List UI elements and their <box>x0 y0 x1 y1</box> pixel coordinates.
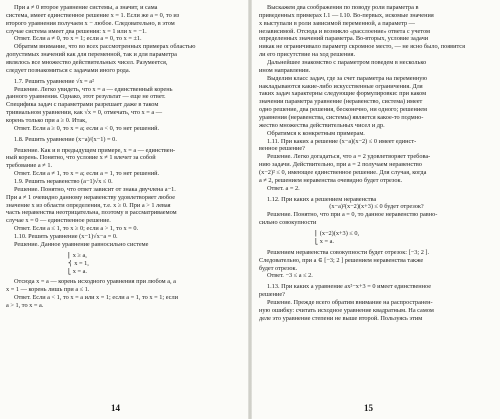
right-page-text <box>259 4 494 323</box>
system-line: ⎡ x ≥ a, <box>68 251 87 259</box>
text-line: a > 1, то x = a. <box>6 301 44 309</box>
text-line: никак не ограничивало параметр скромное место, — не ясно было, появится <box>259 43 465 51</box>
text-line: При a ≠ 1 очевидно данному неравенству удовлетворяет любое <box>6 193 176 201</box>
text-line: данного уравнения. Однако, этот результат — еще не ответ. <box>6 93 166 101</box>
problem-heading: 1.8. Решить уравнение (x−a)/(x−1) = 0. <box>14 135 117 143</box>
text-line: Специфика задач с параметрами разрешает даже в таком <box>6 101 159 109</box>
problem-heading: 1.9. Решить неравенство (a−1)√x ≤ 0. <box>14 178 113 186</box>
system-line: ⎣ x = a. <box>315 237 334 245</box>
text-line: система, имеет единственное решение x = 1. Если же a = 0, то из <box>6 11 180 19</box>
page-number: 14 <box>111 403 120 413</box>
system-line: ⎨ x = 1, <box>68 259 89 267</box>
text-line: определенных значений параметра. Во-вторых, условие задачи <box>259 35 429 43</box>
problem-heading: 1.10. Решить уравнение (x−1)√x−a = 0. <box>14 233 118 241</box>
answer-line: Ответ. −3 ≤ a ≤ 2. <box>267 272 313 280</box>
text-line: будет отрезок. <box>259 264 298 272</box>
left-page <box>0 0 248 419</box>
solution-line: Решение. Понятно, что ответ зависит от знака двучлена a−1. <box>14 185 176 193</box>
text-line: допустимых значений как для переменной, так и для параметра <box>6 51 177 59</box>
answer-line: Ответ. a = 2. <box>267 184 300 192</box>
text-line: Следовательно, при a ∈ [−3; 2 ] решением неравенства также <box>259 256 424 264</box>
text-line: корень только при a ≥ 0. Итак, <box>6 117 87 125</box>
text-line: x выступали в роли зависимой переменной, а параметр — <box>259 19 415 27</box>
answer-line: Ответ. Если a ≠ 0, то x = 1; если a = 0, то x = ±1. <box>14 35 142 43</box>
solution-line: Решение. Прежде всего обратим внимание на распространен- <box>267 298 433 306</box>
text-line: a ≠ 2, решением неравенства очевидно будет отрезок. <box>259 176 403 184</box>
problem-heading: 1.7. Решить уравнение √x = a² <box>14 77 94 85</box>
text-line: уравнения (неравенства, системы) является какое-то подмно- <box>259 114 424 122</box>
answer-line: Ответ. Если a ≠ 1, то x = a; если a = 1, то нет решений. <box>14 170 160 178</box>
text-line: нию задачи. Действительно, при a = 2 получаем неравенство <box>259 161 422 169</box>
solution-line: Решение. Понятно, что при a = 0, то данное неравенство равно- <box>267 211 438 219</box>
text-line: значение x из области определения, т.е. x ≥ 0. При a > 1 левая <box>6 201 171 209</box>
text-line: Обратимся к конкретным примерам. <box>267 129 365 137</box>
text-line: Решением неравенства совокупности будет отрезок: [−3; 2 ]. <box>267 248 430 256</box>
problem-heading: 1.11. При каких a решение (x−a)(x−2) ≤ 0 имеет единст- <box>267 137 417 145</box>
text-line: случае система имеет два решения: x = 1 или x = −1. <box>6 27 147 35</box>
text-line: случае x = 0 — единственное решение. <box>6 217 111 225</box>
right-page <box>252 0 500 419</box>
text-line: значении параметра уравнение (неравенство, система) имеет <box>259 98 423 106</box>
solution-line: Решение. Легко догадаться, что a = 2 удовлетворяет требова- <box>267 153 431 161</box>
formula-line: (x−a)²(x−2)(x+3) ≤ 0 будет отрезок? <box>329 203 424 211</box>
text-line: жество множества действительных чисел и др. <box>259 121 385 129</box>
text-line: Выскажем два соображения по поводу роли параметра в <box>267 4 419 11</box>
text-line: x = 1 — корень лишь при a ≤ 1. <box>6 286 90 294</box>
text-line: ную ошибку: считать исходное уравнение квадратным. На самом <box>259 306 434 314</box>
text-line: часть неравенства неотрицательна, поэтому в рассматриваемом <box>6 209 177 217</box>
system-line: ⎡ (x−2)(x+3) ≤ 0, <box>315 230 360 238</box>
page-number: 15 <box>364 403 373 413</box>
text-line: таких задач характерны следующие формулировки: при каком <box>259 90 427 98</box>
text-line: При a ≠ 0 второе уравнение системы, а значит, и сама <box>14 4 158 11</box>
text-line: следует познакомиться с задачами иного рода. <box>6 66 131 74</box>
text-line: сильно совокупности <box>259 219 317 227</box>
text-line: решение? <box>259 291 285 299</box>
text-line: Обратим внимание, что во всех рассмотренных примерах областью <box>14 43 196 51</box>
text-line: Отсюда x = a — корень исходного уравнения при любом a, а <box>14 278 176 286</box>
text-line: ли его присутствие на ход решения. <box>259 51 356 59</box>
answer-line: Ответ. Если a ≥ 0, то x = a; если a < 0, то нет решений. <box>14 124 160 132</box>
problem-heading: 1.13. При каких a уравнение ax²−x+3 = 0 имеет единственное <box>267 283 432 291</box>
text-line: Дальнейшее знакомство с параметром поведем в несколько <box>267 59 427 67</box>
text-line: ный корень. Понятно, что условие x ≠ 1 влечет за собой <box>6 154 156 162</box>
solution-line: Решение. Как и в предыдущем примере, x = a — единствен- <box>14 146 176 154</box>
problem-heading: 1.12. При каких a решением неравенства <box>267 195 377 203</box>
answer-line: Ответ. Если a ≤ 1, то x ≥ 0; если a > 1, то x = 0. <box>14 225 139 233</box>
text-line: накладываются какие-либо искусственные ограничения. Для <box>259 82 423 90</box>
solution-line: Решение. Данное уравнение равносильно системе <box>14 240 149 248</box>
text-line: венное решение? <box>259 145 305 153</box>
text-line: требование a ≠ 1. <box>6 162 53 170</box>
system-line: ⎣ x = a. <box>68 267 87 275</box>
text-line: Выделим класс задач, где за счет параметра на переменную <box>267 74 428 82</box>
text-line: тривиальном уравнении, как √x = 0, отмечать, что x = a — <box>6 109 163 117</box>
text-line: второго уравнения получаем x − любое. Следовательно, в этом <box>6 19 175 27</box>
text-line: (x−2)² ≤ 0, имеющее единственное решение. Для случая, когда <box>259 169 427 177</box>
solution-line: Решение. Легко увидеть, что x = a — единственный корень <box>14 85 173 93</box>
text-line: являлось все множество действительных чисел. Разумеется, <box>6 59 168 67</box>
text-line: приведенных примерах I.1 — I.10. Во-первых, искомые значения <box>259 11 434 19</box>
text-line: независимой. Отсюда и возникло «расслоение» ответа с учетом <box>259 27 430 35</box>
left-page-text <box>6 4 243 310</box>
text-line: деле это уравнение степени не выше второй. Пользуясь этим <box>259 314 423 322</box>
text-line: одно решение, два решения, бесконечно, ни одного; решением <box>259 106 427 114</box>
text-line: ином направлении. <box>259 66 311 74</box>
answer-line: Ответ. Если a < 1, то x = a или x = 1; если a = 1, то x = 1; если <box>14 294 178 302</box>
